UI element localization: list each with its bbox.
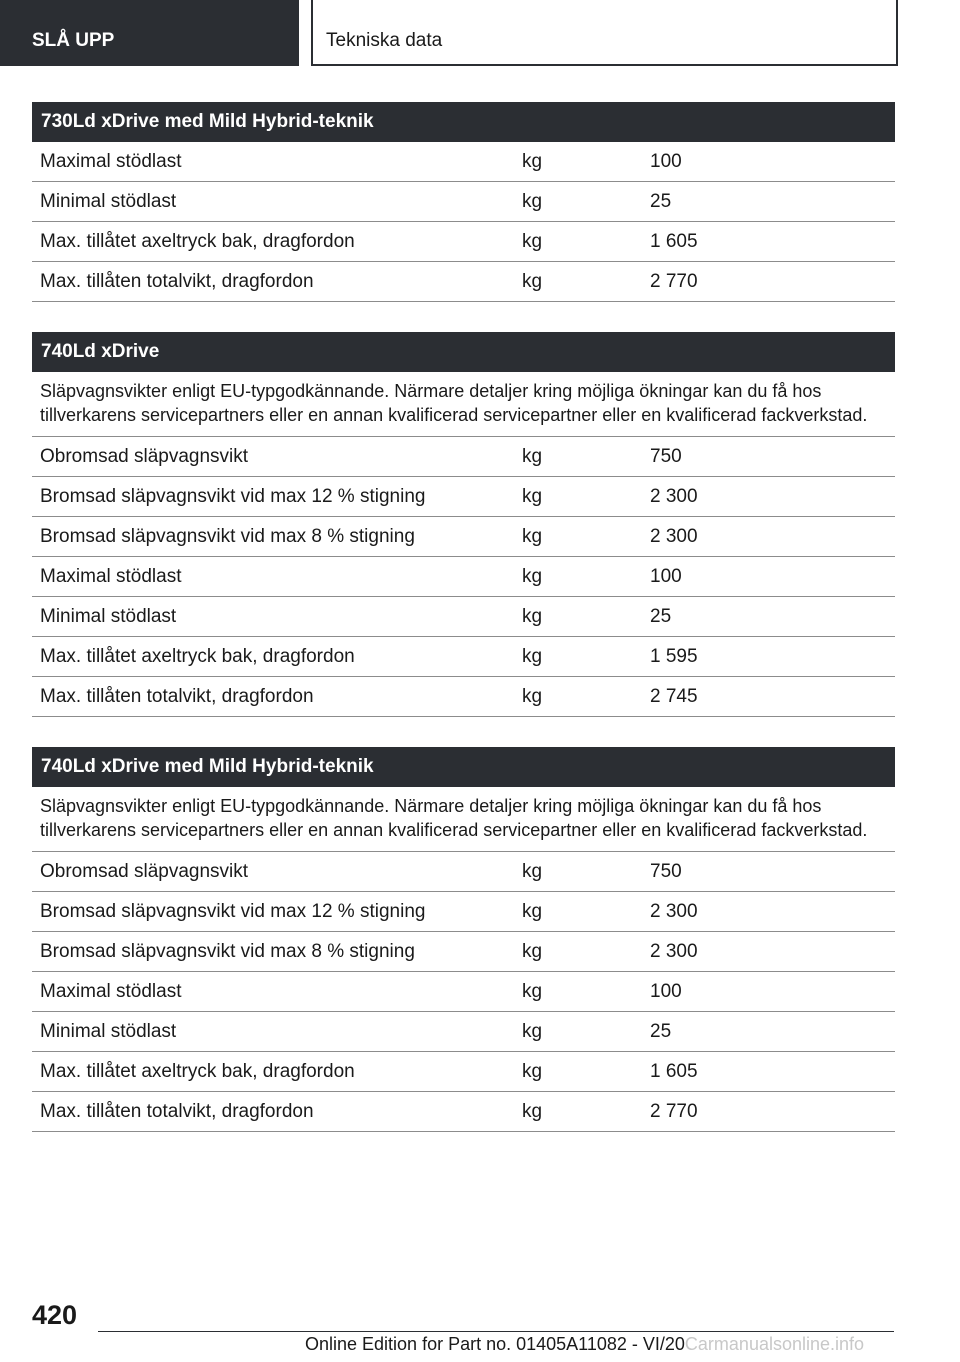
page-header (0, 0, 960, 66)
section-heading: 740Ld xDrive med Mild Hybrid-teknik (32, 747, 895, 787)
row-unit: kg (522, 686, 543, 707)
row-label: Maximal stödlast (40, 566, 182, 587)
row-value: 2 770 (650, 271, 698, 292)
table-row (32, 1012, 895, 1052)
row-value: 2 300 (650, 486, 698, 507)
section-tab-label: SLÅ UPP (32, 30, 115, 51)
row-label: Bromsad släpvagnsvikt vid max 8 % stigning (40, 526, 415, 547)
row-value: 25 (650, 1021, 672, 1042)
spec-section (32, 102, 895, 302)
row-label: Obromsad släpvagnsvikt (40, 446, 249, 467)
row-value: 2 300 (650, 941, 698, 962)
spec-section (32, 747, 895, 1132)
row-unit: kg (522, 941, 543, 962)
row-value: 2 770 (650, 1101, 698, 1122)
row-label: Max. tillåten totalvikt, dragfordon (40, 686, 314, 707)
table-row (32, 182, 895, 222)
row-value: 100 (650, 566, 682, 587)
watermark-text: Carmanualsonline.info (684, 1334, 865, 1354)
row-label: Max. tillåtet axeltryck bak, dragfordon (40, 1061, 355, 1082)
row-label: Maximal stödlast (40, 151, 182, 172)
row-label: Minimal stödlast (40, 191, 177, 212)
table-row (32, 557, 895, 597)
table-row (32, 677, 895, 717)
row-label: Max. tillåten totalvikt, dragfordon (40, 1101, 314, 1122)
row-unit: kg (522, 646, 543, 667)
table-row (32, 932, 895, 972)
table-row (32, 517, 895, 557)
row-label: Max. tillåtet axeltryck bak, dragfordon (40, 231, 355, 252)
row-value: 2 300 (650, 901, 698, 922)
section-note: Släpvagnsvikter enligt EU-typgodkännande. Närmare detaljer kring möjliga ökningar kan du få hos tillverkarens servicepartners eller en annan kvalificerad servicepartner eller en kvalificerad fackverkstad. (32, 787, 895, 852)
row-unit: kg (522, 271, 543, 292)
row-value: 750 (650, 861, 682, 882)
page-number: 420 (32, 1300, 78, 1330)
row-unit: kg (522, 861, 543, 882)
row-value: 100 (650, 151, 682, 172)
table-row (32, 597, 895, 637)
table-row (32, 637, 895, 677)
row-value: 25 (650, 191, 672, 212)
table-row (32, 142, 895, 182)
row-label: Obromsad släpvagnsvikt (40, 861, 249, 882)
section-tab[interactable] (0, 0, 299, 66)
row-value: 750 (650, 446, 682, 467)
table-row (32, 852, 895, 892)
row-unit: kg (522, 191, 543, 212)
row-unit: kg (522, 606, 543, 627)
row-unit: kg (522, 566, 543, 587)
row-label: Maximal stödlast (40, 981, 182, 1002)
row-unit: kg (522, 981, 543, 1002)
row-value: 1 605 (650, 1061, 698, 1082)
row-value: 1 605 (650, 231, 698, 252)
edition-text: Online Edition for Part no. 01405A11082 - VI/20 (305, 1334, 685, 1354)
row-label: Max. tillåtet axeltryck bak, dragfordon (40, 646, 355, 667)
table-row (32, 892, 895, 932)
section-heading: 740Ld xDrive (32, 332, 895, 372)
row-unit: kg (522, 901, 543, 922)
row-value: 100 (650, 981, 682, 1002)
table-row (32, 437, 895, 477)
row-unit: kg (522, 526, 543, 547)
row-unit: kg (522, 486, 543, 507)
footer (305, 1334, 864, 1355)
row-value: 2 745 (650, 686, 698, 707)
table-row (32, 262, 895, 302)
row-label: Max. tillåten totalvikt, dragfordon (40, 271, 314, 292)
table-row (32, 477, 895, 517)
row-value: 1 595 (650, 646, 698, 667)
section-note: Släpvagnsvikter enligt EU-typgodkännande. Närmare detaljer kring möjliga ökningar kan du få hos tillverkarens servicepartners eller en annan kvalificerad servicepartner eller en kvalificerad fackverkstad. (32, 372, 895, 437)
row-label: Minimal stödlast (40, 1021, 177, 1042)
row-unit: kg (522, 151, 543, 172)
table-row (32, 1092, 895, 1132)
footer-divider (98, 1331, 894, 1332)
spec-tables (32, 102, 895, 1162)
row-unit: kg (522, 231, 543, 252)
row-label: Minimal stödlast (40, 606, 177, 627)
chapter-title-box (311, 0, 898, 66)
table-row (32, 1052, 895, 1092)
spec-section (32, 332, 895, 717)
table-row (32, 972, 895, 1012)
row-value: 2 300 (650, 526, 698, 547)
section-heading: 730Ld xDrive med Mild Hybrid-teknik (32, 102, 895, 142)
row-unit: kg (522, 446, 543, 467)
row-unit: kg (522, 1061, 543, 1082)
row-label: Bromsad släpvagnsvikt vid max 12 % stigning (40, 486, 426, 507)
row-unit: kg (522, 1101, 543, 1122)
table-row (32, 222, 895, 262)
row-value: 25 (650, 606, 672, 627)
row-unit: kg (522, 1021, 543, 1042)
row-label: Bromsad släpvagnsvikt vid max 8 % stigning (40, 941, 415, 962)
row-label: Bromsad släpvagnsvikt vid max 12 % stigning (40, 901, 426, 922)
chapter-title: Tekniska data (326, 30, 443, 51)
